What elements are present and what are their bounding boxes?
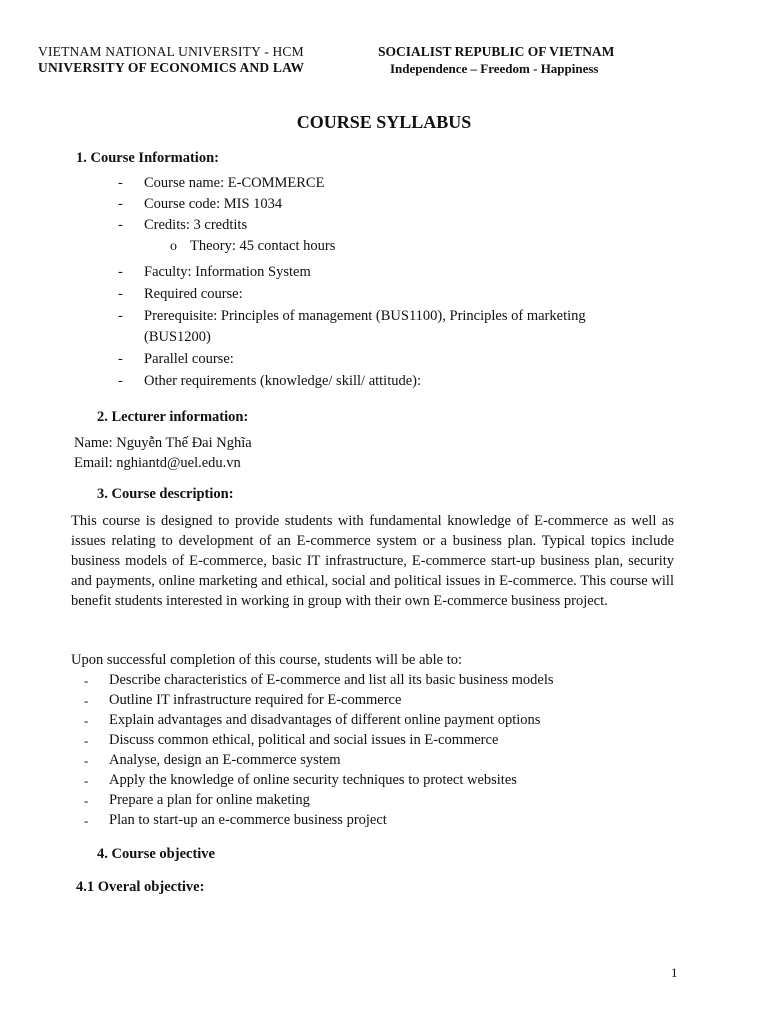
national-motto: Independence – Freedom - Happiness	[390, 61, 599, 76]
outcome-item: Plan to start-up an e-commerce business project	[109, 812, 387, 828]
list-item-prerequisite-cont: (BUS1200)	[144, 329, 211, 345]
list-dash: -	[118, 196, 123, 212]
outcome-dash: -	[84, 773, 89, 788]
section1-heading: 1. Course Information:	[76, 150, 219, 166]
list-item-prerequisite: Prerequisite: Principles of management (BUS1100), Principles of marketing	[144, 308, 586, 324]
list-dash: -	[118, 175, 123, 191]
outcome-item: Describe characteristics of E-commerce and list all its basic business models	[109, 672, 554, 688]
list-dash: -	[118, 217, 123, 233]
outcome-dash: -	[84, 793, 89, 808]
outcome-dash: -	[84, 673, 89, 688]
outcome-dash: -	[84, 733, 89, 748]
outcome-item: Analyse, design an E-commerce system	[109, 752, 341, 768]
section4-heading: 4. Course objective	[97, 846, 215, 862]
list-item-credits: Credits: 3 credtits	[144, 217, 248, 233]
page-number: 1	[671, 965, 678, 980]
list-item-course-code: Course code: MIS 1034	[144, 196, 283, 212]
outcomes-intro: Upon successful completion of this course, students will be able to:	[71, 652, 463, 668]
outcome-item: Outline IT infrastructure required for E-commerce	[109, 692, 402, 708]
section4-1-heading: 4.1 Overal objective:	[76, 879, 205, 895]
section3-heading: 3. Course description:	[97, 486, 234, 502]
outcome-dash: -	[84, 713, 89, 728]
outcome-item: Discuss common ethical, political and social issues in E-commerce	[109, 732, 499, 748]
list-dash: -	[118, 264, 123, 280]
outcome-dash: -	[84, 693, 89, 708]
list-item-other-requirements: Other requirements (knowledge/ skill/ attitude):	[144, 373, 422, 389]
list-dash: -	[118, 351, 123, 367]
list-item-required-course: Required course:	[144, 286, 243, 302]
faculty-name: UNIVERSITY OF ECONOMICS AND LAW	[38, 60, 305, 75]
list-item-theory-hours: Theory: 45 contact hours	[190, 238, 336, 254]
list-dash: -	[118, 308, 123, 324]
section2-heading: 2. Lecturer information:	[97, 409, 249, 425]
list-item-faculty: Faculty: Information System	[144, 264, 311, 280]
page-title: COURSE SYLLABUS	[296, 112, 472, 132]
lecturer-name: Name: Nguyễn Thế Đai Nghĩa	[74, 435, 252, 451]
outcome-item: Apply the knowledge of online security techniques to protect websites	[109, 772, 517, 788]
list-item-parallel-course: Parallel course:	[144, 351, 234, 367]
outcome-dash: -	[84, 813, 89, 828]
outcome-item: Explain advantages and disadvantages of different online payment options	[109, 712, 541, 728]
course-description-paragraph: This course is designed to provide students with fundamental knowledge of E-commerce as well as issues relating to development of an E-commerce system or a business plan. Typical topics include business models of E-commerce, basic IT infrastructure, E-commerce start-up business plan, security and payments, online marketing and ethical, social and political issues in E-commerce. This course will benefit students interested in working in group with their own E-commerce business project.	[71, 513, 674, 609]
university-name: VIETNAM NATIONAL UNIVERSITY - HCM	[38, 44, 304, 59]
outcome-dash: -	[84, 753, 89, 768]
sub-bullet: o	[170, 239, 177, 254]
list-item-course-name: Course name: E-COMMERCE	[144, 175, 325, 191]
country-name: SOCIALIST REPUBLIC OF VIETNAM	[378, 44, 615, 59]
outcome-item: Prepare a plan for online maketing	[109, 792, 310, 808]
list-dash: -	[118, 286, 123, 302]
list-dash: -	[118, 373, 123, 389]
lecturer-email: Email: nghiantd@uel.edu.vn	[74, 455, 241, 471]
